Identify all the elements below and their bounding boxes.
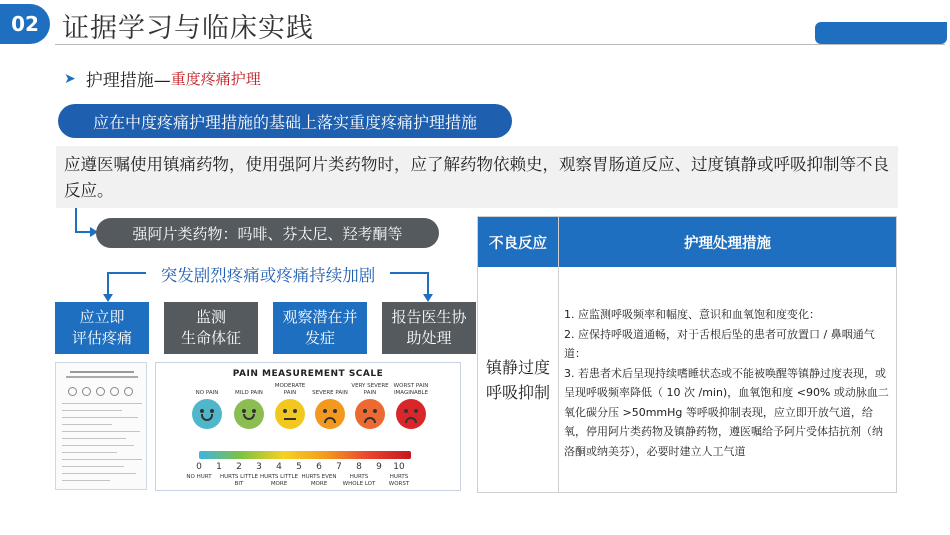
pain-face-group [185,381,229,429]
table-column-divider [558,217,559,492]
section-title-highlight: 重度疼痛护理 [170,70,261,88]
action-monitor-vitals: 监测 生命体征 [164,302,258,354]
flow-trigger-label: 突发剧烈疼痛或疼痛持续加剧 [146,262,390,286]
connector-line [75,208,77,232]
pain-scale-number: 1 [216,462,222,472]
adverse-reaction-table [477,216,897,493]
pain-face-group [389,381,433,429]
header-accent-bar [815,22,947,44]
pain-face-icon [275,399,305,429]
opioid-drugs-pill: 强阿片类药物：吗啡、芬太尼、羟考酮等 [96,218,439,248]
hurt-level-label: HURTS LITTLE BIT [219,474,259,487]
measure-item: 2. 应保持呼吸道通畅，对于舌根后坠的患者可放置口 / 鼻咽通气道： [564,327,875,360]
measure-item: 3. 若患者术后呈现持续嗜睡状态或不能被唤醒等镇静过度表现，或呈现呼吸频率降低（ 10 次 /min)，血氧饱和度 <90% 或动脉血二氧化碳分压 >50mmHg 等呼吸抑制表现，应立即开放气道，给氧，停用阿片类药物及镇静药物，遵医嘱给予阿片受体拮抗剂（纳洛酮或纳美芬），必要时建立人工气道 [564,366,889,458]
pain-scale-number: 0 [196,462,202,472]
assessment-form-image [55,362,147,490]
pain-face-group [227,381,271,429]
arrow-right-icon: ➤ [64,70,76,87]
pain-face-label: MODERATE PAIN [274,383,306,396]
pain-face-icon [396,399,426,429]
pain-gradient-bar [199,451,411,459]
page-title: 证据学习与临床实践 [62,13,314,44]
hurt-level-label: HURTS WORST [388,474,410,487]
pain-scale-number: 5 [296,462,302,472]
table-cell-reaction: 镇静过度 呼吸抑制 [485,357,550,402]
flow-bracket-line [427,272,429,296]
pain-scale-number: 8 [356,462,362,472]
hurt-level-label: NO HURT [186,474,212,480]
pain-face-group [348,381,392,429]
description-box: 应遵医嘱使用镇痛药物，使用强阿片类药物时，应了解药物依赖史，观察胃肠道反应、过度镇静或呼吸抑制等不良反应。 [56,146,898,208]
measure-banner: 应在中度疼痛护理措施的基础上落实重度疼痛护理措施 [58,104,512,138]
arrow-down-icon [423,294,433,302]
section-number-badge: 02 [0,4,50,44]
scale-title: PAIN MEASUREMENT SCALE [232,369,384,379]
flow-bracket-line [107,272,109,296]
action-report-doctor: 报告医生协 助处理 [382,302,476,354]
section-title [64,66,261,91]
pain-face-group [308,381,352,429]
pain-face-label: VERY SEVERE PAIN [351,383,389,396]
pain-scale-number: 10 [393,462,405,472]
section-title-main: 护理措施— [85,71,171,91]
pain-face-label: SEVERE PAIN [312,390,348,396]
pain-face-icon [315,399,345,429]
pain-face-label: NO PAIN [195,390,219,396]
arrow-down-icon [103,294,113,302]
pain-face-icon [355,399,385,429]
action-assess-pain: 应立即 评估疼痛 [55,302,149,354]
header-divider [55,44,945,45]
hurt-level-label: HURTS WHOLE LOT [342,474,376,487]
pain-measurement-scale [155,362,461,491]
pain-face-label: WORST PAIN IMAGINABLE [393,383,429,396]
pain-scale-number: 2 [236,462,242,472]
action-observe-complications: 观察潜在并 发症 [273,302,367,354]
table-header-reaction: 不良反应 [478,217,558,267]
pain-scale-number: 6 [316,462,322,472]
pain-face-icon [234,399,264,429]
hurt-level-label: HURTS LITTLE MORE [259,474,299,487]
pain-face-label: MILD PAIN [235,390,263,396]
pain-face-group [268,381,312,429]
pain-scale-number: 7 [336,462,342,472]
table-cell-measures [564,305,890,461]
pain-scale-number: 9 [376,462,382,472]
measure-item: 1. 应监测呼吸频率和幅度、意识和血氧饱和度变化： [564,308,820,321]
pain-face-icon [192,399,222,429]
hurt-level-label: HURTS EVEN MORE [301,474,337,487]
pain-scale-number: 3 [256,462,262,472]
pain-scale-number: 4 [276,462,282,472]
table-header-measures: 护理处理措施 [559,217,896,267]
